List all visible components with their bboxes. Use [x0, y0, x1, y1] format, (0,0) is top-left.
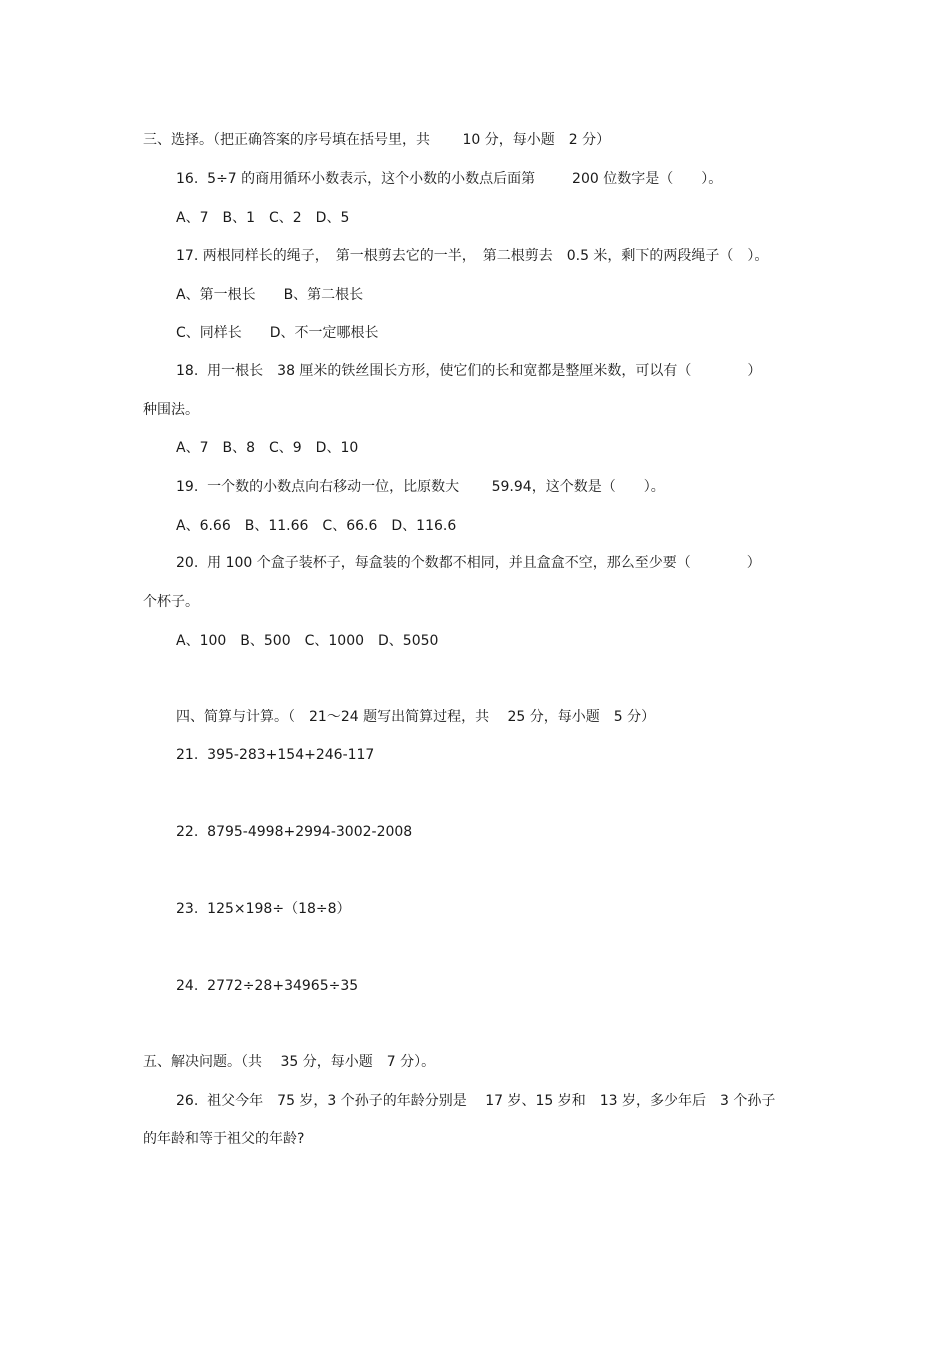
question-23: 23. 125×198÷（18÷8）	[176, 901, 351, 917]
question-22: 22. 8795-4998+2994-3002-2008	[176, 824, 413, 840]
section-3-heading: 三、选择。（把正确答案的序号填在括号里，共 10 分，每小题 2 分）	[143, 132, 611, 148]
question-21: 21. 395-283+154+246-117	[176, 747, 375, 763]
question-20: 20. 用 100 个盒子装杯子，每盒装的个数都不相同，并且盒盒不空，那么至少要（ ）	[176, 555, 761, 571]
question-17-options-ab: A、第一根长 B、第二根长	[176, 287, 364, 303]
question-18-options: A、7 B、8 C、9 D、10	[176, 440, 359, 456]
question-20-continued: 个杯子。	[143, 594, 199, 610]
question-26: 26. 祖父今年 75 岁，3 个孙子的年龄分别是 17 岁、15 岁和 13 岁，多少年后 3 个孙子	[176, 1093, 776, 1109]
question-24: 24. 2772÷28+34965÷35	[176, 978, 359, 994]
question-19: 19. 一个数的小数点向右移动一位，比原数大 59.94，这个数是（ ）。	[176, 479, 665, 495]
question-26-continued: 的年龄和等于祖父的年龄?	[143, 1131, 305, 1147]
question-18: 18. 用一根长 38 厘米的铁丝围长方形，使它们的长和宽都是整厘米数，可以有（ ）	[176, 363, 762, 379]
question-20-options: A、100 B、500 C、1000 D、5050	[176, 633, 439, 649]
question-17: 17. 两根同样长的绳子， 第一根剪去它的一半， 第二根剪去 0.5 米，剩下的两段绳子（ ）。	[176, 248, 769, 264]
section-4-heading: 四、简算与计算。（ 21～24 题写出简算过程，共 25 分，每小题 5 分）	[176, 709, 656, 725]
question-19-options: A、6.66 B、11.66 C、66.6 D、116.6	[176, 518, 457, 534]
section-5-heading: 五、解决问题。（共 35 分，每小题 7 分）。	[143, 1054, 436, 1070]
question-16-options: A、7 B、1 C、2 D、5	[176, 210, 350, 226]
question-16: 16. 5÷7 的商用循环小数表示，这个小数的小数点后面第 200 位数字是（ ）。	[176, 171, 723, 187]
question-17-options-cd: C、同样长 D、不一定哪根长	[176, 325, 379, 341]
question-18-continued: 种围法。	[143, 402, 199, 418]
